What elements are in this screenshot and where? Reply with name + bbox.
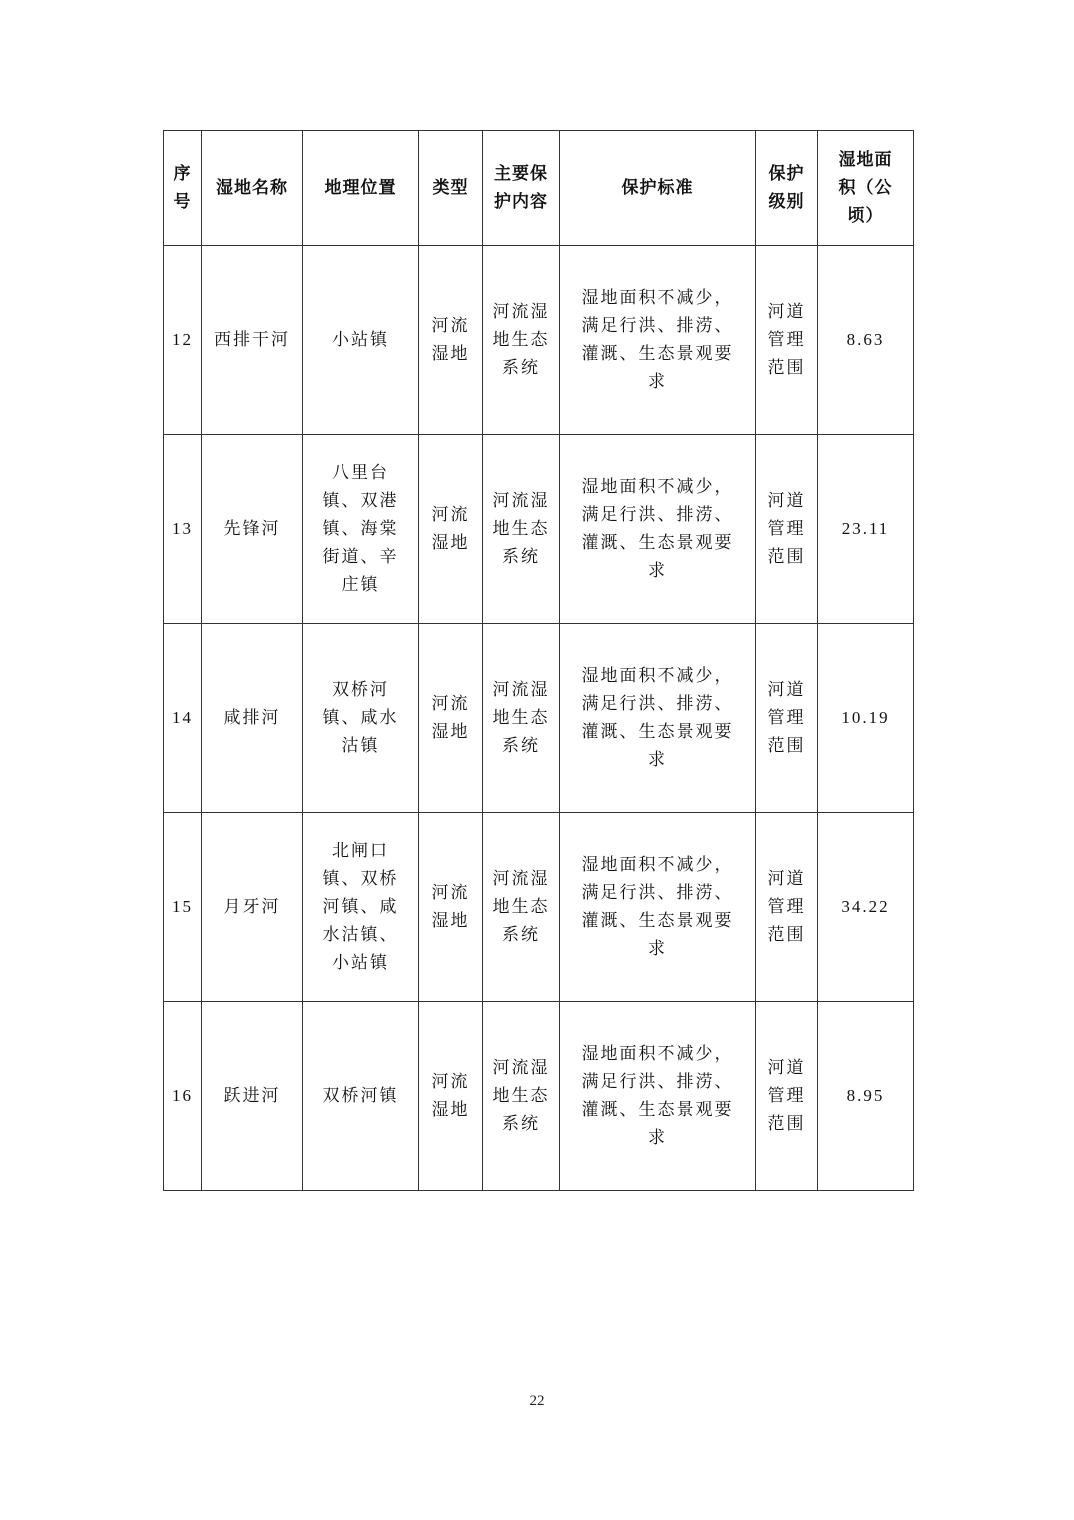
cell-area: 8.63 [818, 246, 914, 435]
cell-type: 河流湿地 [419, 1002, 483, 1191]
cell-seq: 14 [164, 624, 202, 813]
cell-area: 34.22 [818, 813, 914, 1002]
cell-level: 河道管理范围 [756, 246, 818, 435]
page-number: 22 [529, 1393, 545, 1409]
cell-seq: 13 [164, 435, 202, 624]
cell-content: 河流湿地生态系统 [483, 1002, 560, 1191]
header-type: 类型 [419, 131, 483, 246]
cell-name: 咸排河 [202, 624, 303, 813]
table-row [164, 435, 914, 624]
cell-area: 23.11 [818, 435, 914, 624]
wetland-table [163, 130, 914, 1191]
table-row [164, 813, 914, 1002]
header-seq: 序号 [164, 131, 202, 246]
cell-location: 小站镇 [303, 246, 419, 435]
header-level: 保护级别 [756, 131, 818, 246]
cell-type: 河流湿地 [419, 813, 483, 1002]
cell-area: 10.19 [818, 624, 914, 813]
header-row [164, 131, 914, 246]
cell-standard: 湿地面积不减少，满足行洪、排涝、灌溉、生态景观要求 [560, 624, 756, 813]
header-standard: 保护标准 [560, 131, 756, 246]
cell-seq: 15 [164, 813, 202, 1002]
cell-name: 跃进河 [202, 1002, 303, 1191]
header-name: 湿地名称 [202, 131, 303, 246]
table-row [164, 1002, 914, 1191]
cell-seq: 16 [164, 1002, 202, 1191]
cell-standard: 湿地面积不减少，满足行洪、排涝、灌溉、生态景观要求 [560, 1002, 756, 1191]
cell-location: 双桥河镇、咸水沽镇 [303, 624, 419, 813]
cell-level: 河道管理范围 [756, 1002, 818, 1191]
table-row [164, 246, 914, 435]
cell-type: 河流湿地 [419, 624, 483, 813]
cell-area: 8.95 [818, 1002, 914, 1191]
cell-standard: 湿地面积不减少，满足行洪、排涝、灌溉、生态景观要求 [560, 246, 756, 435]
cell-name: 月牙河 [202, 813, 303, 1002]
table-row [164, 624, 914, 813]
cell-content: 河流湿地生态系统 [483, 435, 560, 624]
cell-name: 先锋河 [202, 435, 303, 624]
cell-location: 八里台镇、双港镇、海棠街道、辛庄镇 [303, 435, 419, 624]
cell-level: 河道管理范围 [756, 624, 818, 813]
cell-content: 河流湿地生态系统 [483, 813, 560, 1002]
table-body [164, 246, 914, 1191]
cell-type: 河流湿地 [419, 246, 483, 435]
cell-content: 河流湿地生态系统 [483, 624, 560, 813]
cell-content: 河流湿地生态系统 [483, 246, 560, 435]
cell-location: 双桥河镇 [303, 1002, 419, 1191]
cell-level: 河道管理范围 [756, 435, 818, 624]
cell-level: 河道管理范围 [756, 813, 818, 1002]
cell-name: 西排干河 [202, 246, 303, 435]
table-header [164, 131, 914, 246]
header-area: 湿地面积（公顷） [818, 131, 914, 246]
cell-standard: 湿地面积不减少，满足行洪、排涝、灌溉、生态景观要求 [560, 435, 756, 624]
header-location: 地理位置 [303, 131, 419, 246]
header-content: 主要保护内容 [483, 131, 560, 246]
cell-type: 河流湿地 [419, 435, 483, 624]
cell-standard: 湿地面积不减少，满足行洪、排涝、灌溉、生态景观要求 [560, 813, 756, 1002]
cell-location: 北闸口镇、双桥河镇、咸水沽镇、小站镇 [303, 813, 419, 1002]
cell-seq: 12 [164, 246, 202, 435]
